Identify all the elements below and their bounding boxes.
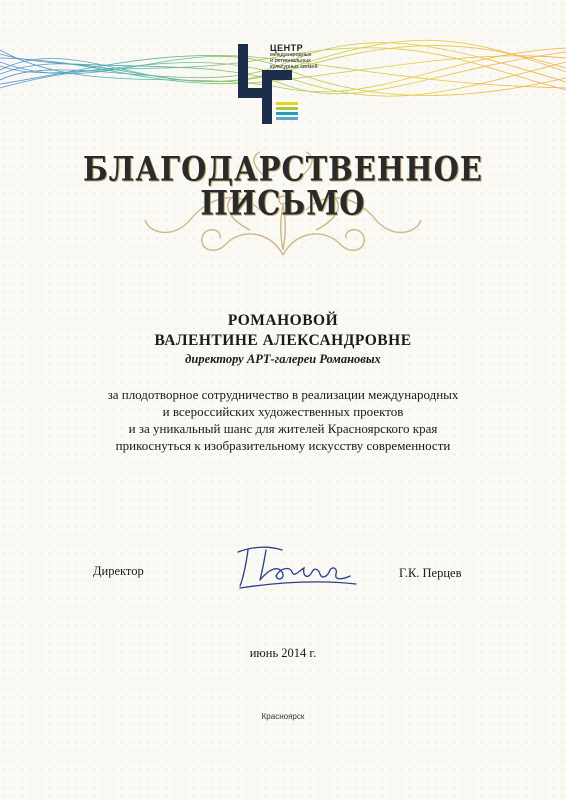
logo-line-4: культурных связей [270,63,318,70]
body-line-2: и всероссийских художественных проектов [162,404,404,419]
body-line-1: за плодотворное сотрудничество в реализации международных [107,387,459,402]
signatory-name: Г.К. Перцев [399,566,462,580]
signatory-role: Директор [93,564,144,578]
page-title-line-1: БЛАГОДАРСТВЕННОЕ [83,149,483,189]
issue-date: июнь 2014 г. [249,646,317,660]
logo-line-3: и региональных [270,58,311,65]
body-line-4: прикоснуться к изобразительному искусству современности [115,438,451,453]
recipient-name: ВАЛЕНТИНЕ АЛЕКСАНДРОВНЕ [154,332,412,349]
recipient-surname: РОМАНОВОЙ [227,312,339,329]
recipient-position: директору АРТ-галереи Романовых [185,352,381,366]
letter-body [40,386,526,454]
page-title-line-2: ПИСЬМО [200,183,366,223]
body-line-3: и за уникальный шанс для жителей Красноярского края [128,421,438,436]
logo-line-1: ЦЕНТР [270,43,304,53]
handwritten-signature [230,540,360,592]
logo-line-2: международных [270,52,312,59]
issue-city: Красноярск [261,712,305,721]
logo-caption [270,44,350,71]
